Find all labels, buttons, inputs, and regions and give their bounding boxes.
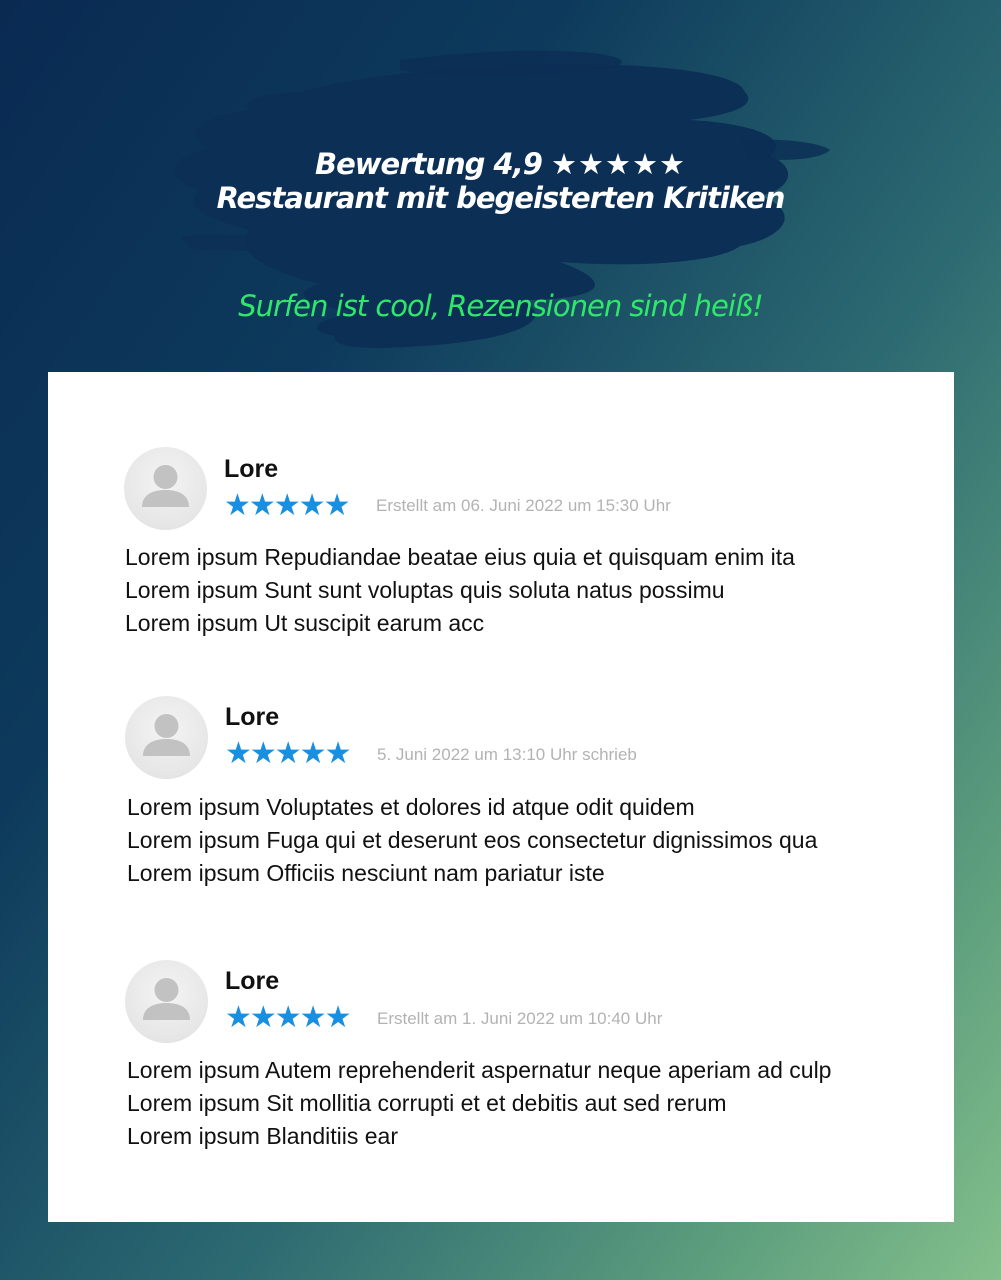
user-icon: [124, 447, 207, 530]
reviews-card: [48, 372, 954, 1222]
review-text-line: Lorem ipsum Ut suscipit earum acc: [125, 610, 485, 636]
review-text-line: Lorem ipsum Repudiandae beatae eius quia et quisquam enim ita: [125, 544, 795, 570]
reviewer-name: Lore: [225, 967, 280, 995]
review-date: 5. Juni 2022 um 13:10 Uhr schrieb: [377, 745, 637, 764]
review-date: Erstellt am 1. Juni 2022 um 10:40 Uhr: [377, 1009, 663, 1028]
review-text-line: Lorem ipsum Blanditiis ear: [127, 1123, 399, 1149]
review-text: [125, 541, 795, 640]
reviewer-name: Lore: [224, 455, 279, 483]
headline-stars: ★★★★★: [551, 147, 687, 181]
review-text-line: Lorem ipsum Sunt sunt voluptas quis soluta natus possimu: [125, 577, 725, 603]
review-date: Erstellt am 06. Juni 2022 um 15:30 Uhr: [376, 496, 671, 515]
headline-rating: [0, 147, 1001, 181]
user-icon: [125, 960, 208, 1043]
review-text: [127, 791, 817, 890]
headline-rating-text: Bewertung 4,9: [314, 147, 542, 181]
avatar: [125, 696, 208, 779]
review-text-line: Lorem ipsum Autem reprehenderit aspernatur neque aperiam ad culp: [127, 1057, 832, 1083]
review-text: [127, 1054, 831, 1153]
avatar: [125, 960, 208, 1043]
star-rating: ★★★★★: [224, 489, 349, 522]
headline-subtitle: Restaurant mit begeisterten Kritiken: [216, 181, 785, 215]
tagline: Surfen ist cool, Rezensionen sind heiß!: [238, 289, 763, 323]
star-rating: ★★★★★: [225, 1001, 350, 1034]
review-text-line: Lorem ipsum Sit mollitia corrupti et et debitis aut sed rerum: [127, 1090, 727, 1116]
reviewer-name: Lore: [225, 703, 280, 731]
review-text-line: Lorem ipsum Voluptates et dolores id atque odit quidem: [127, 794, 695, 820]
star-rating: ★★★★★: [225, 737, 350, 770]
user-icon: [125, 696, 208, 779]
review-text-line: Lorem ipsum Fuga qui et deserunt eos consectetur dignissimos qua: [127, 827, 818, 853]
avatar: [124, 447, 207, 530]
review-text-line: Lorem ipsum Officiis nesciunt nam pariatur iste: [127, 860, 605, 886]
